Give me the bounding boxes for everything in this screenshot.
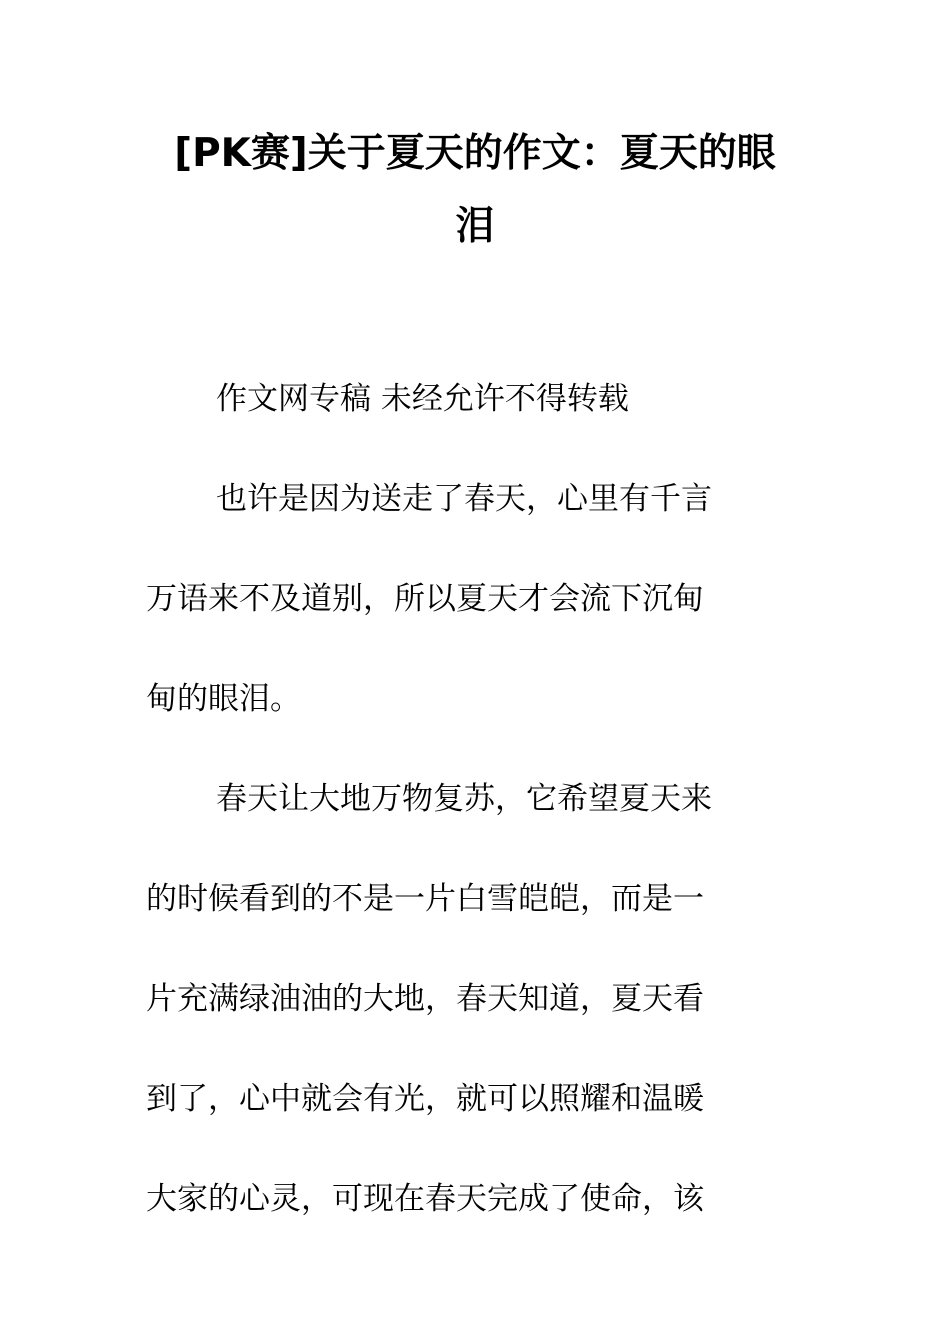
paragraph-2-line-1: 春天让大地万物复苏，它希望夏天来 <box>216 781 712 817</box>
paragraph-1-line-2: 万语来不及道别，所以夏天才会流下沉甸 <box>146 581 704 617</box>
paragraph-2-line-3: 片充满绿油油的大地，春天知道，夏天看 <box>146 981 704 1017</box>
paragraph-2-line-5: 大家的心灵，可现在春天完成了使命，该 <box>146 1181 704 1217</box>
paragraph-2-line-4: 到了，心中就会有光，就可以照耀和温暖 <box>146 1081 704 1117</box>
copyright-note: 作文网专稿 未经允许不得转载 <box>216 381 629 417</box>
paragraph-1-line-1: 也许是因为送走了春天，心里有千言 <box>216 481 712 517</box>
document-title-line-1: [PK赛]关于夏天的作文：夏天的眼 <box>174 131 776 176</box>
document-title-line-2: 泪 <box>455 204 495 249</box>
paragraph-1-line-3: 甸的眼泪。 <box>146 681 301 717</box>
paragraph-2-line-2: 的时候看到的不是一片白雪皑皑，而是一 <box>146 881 704 917</box>
